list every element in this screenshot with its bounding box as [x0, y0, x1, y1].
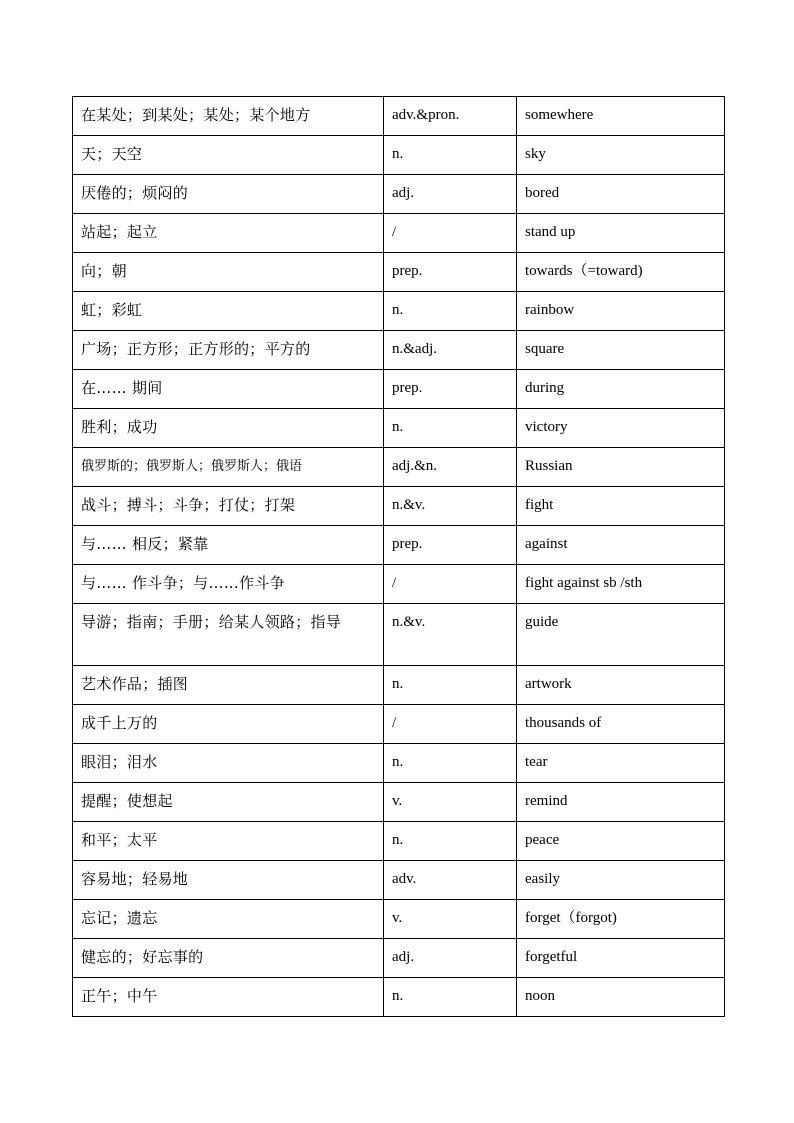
table-row: [73, 861, 725, 900]
table-row: [73, 666, 725, 705]
meaning-cell: 正午；中午: [73, 978, 384, 1017]
word-cell: remind: [517, 783, 725, 822]
meaning-cell: 成千上万的: [73, 705, 384, 744]
meaning-cell: 在某处；到某处；某处；某个地方: [73, 97, 384, 136]
table-row: [73, 292, 725, 331]
part-of-speech-cell: prep.: [384, 370, 517, 409]
table-row: [73, 214, 725, 253]
part-of-speech-cell: n.: [384, 978, 517, 1017]
table-row: [73, 783, 725, 822]
vocabulary-sheet: [72, 96, 724, 1017]
table-row: [73, 370, 725, 409]
part-of-speech-cell: n.: [384, 666, 517, 705]
word-cell: peace: [517, 822, 725, 861]
meaning-cell: 向；朝: [73, 253, 384, 292]
part-of-speech-cell: adj.&n.: [384, 448, 517, 487]
part-of-speech-cell: n.&v.: [384, 487, 517, 526]
meaning-cell: 站起；起立: [73, 214, 384, 253]
meaning-cell: 在…… 期间: [73, 370, 384, 409]
part-of-speech-cell: v.: [384, 783, 517, 822]
part-of-speech-cell: /: [384, 705, 517, 744]
word-cell: towards（=toward): [517, 253, 725, 292]
part-of-speech-cell: /: [384, 565, 517, 604]
word-cell: Russian: [517, 448, 725, 487]
part-of-speech-cell: v.: [384, 900, 517, 939]
word-cell: tear: [517, 744, 725, 783]
meaning-cell: 与…… 作斗争；与……作斗争: [73, 565, 384, 604]
table-row: [73, 175, 725, 214]
word-cell: easily: [517, 861, 725, 900]
meaning-cell: 健忘的；好忘事的: [73, 939, 384, 978]
word-cell: fight: [517, 487, 725, 526]
table-row: [73, 822, 725, 861]
part-of-speech-cell: n.: [384, 744, 517, 783]
meaning-cell: 和平；太平: [73, 822, 384, 861]
table-row: [73, 97, 725, 136]
word-cell: forget（forgot): [517, 900, 725, 939]
meaning-cell: 胜利；成功: [73, 409, 384, 448]
word-cell: stand up: [517, 214, 725, 253]
part-of-speech-cell: n.: [384, 409, 517, 448]
part-of-speech-cell: n.&v.: [384, 604, 517, 666]
part-of-speech-cell: n.: [384, 136, 517, 175]
table-row: [73, 939, 725, 978]
meaning-cell: 眼泪；泪水: [73, 744, 384, 783]
table-row: [73, 487, 725, 526]
table-row: [73, 526, 725, 565]
word-cell: artwork: [517, 666, 725, 705]
meaning-cell: 俄罗斯的；俄罗斯人；俄罗斯人；俄语: [73, 448, 384, 487]
meaning-cell: 忘记；遗忘: [73, 900, 384, 939]
table-row: [73, 705, 725, 744]
word-cell: noon: [517, 978, 725, 1017]
word-cell: guide: [517, 604, 725, 666]
table-row: [73, 253, 725, 292]
word-cell: rainbow: [517, 292, 725, 331]
word-cell: bored: [517, 175, 725, 214]
part-of-speech-cell: n.: [384, 822, 517, 861]
part-of-speech-cell: n.&adj.: [384, 331, 517, 370]
table-row: [73, 331, 725, 370]
part-of-speech-cell: adj.: [384, 939, 517, 978]
meaning-cell: 艺术作品；插图: [73, 666, 384, 705]
word-cell: fight against sb /sth: [517, 565, 725, 604]
word-cell: against: [517, 526, 725, 565]
table-row: [73, 136, 725, 175]
meaning-cell: 与…… 相反；紧靠: [73, 526, 384, 565]
table-row: [73, 409, 725, 448]
word-cell: forgetful: [517, 939, 725, 978]
part-of-speech-cell: /: [384, 214, 517, 253]
word-cell: square: [517, 331, 725, 370]
meaning-cell: 虹；彩虹: [73, 292, 384, 331]
meaning-cell: 导游；指南；手册；给某人领路；指导: [73, 604, 384, 666]
part-of-speech-cell: prep.: [384, 526, 517, 565]
vocabulary-table: [72, 96, 725, 1017]
part-of-speech-cell: n.: [384, 292, 517, 331]
meaning-cell: 提醒；使想起: [73, 783, 384, 822]
part-of-speech-cell: adv.&pron.: [384, 97, 517, 136]
meaning-cell: 天；天空: [73, 136, 384, 175]
word-cell: during: [517, 370, 725, 409]
table-row: [73, 978, 725, 1017]
word-cell: thousands of: [517, 705, 725, 744]
word-cell: somewhere: [517, 97, 725, 136]
table-row: [73, 900, 725, 939]
part-of-speech-cell: adv.: [384, 861, 517, 900]
part-of-speech-cell: prep.: [384, 253, 517, 292]
part-of-speech-cell: adj.: [384, 175, 517, 214]
table-row: [73, 744, 725, 783]
table-row: [73, 604, 725, 666]
word-cell: victory: [517, 409, 725, 448]
table-row: [73, 565, 725, 604]
meaning-cell: 战斗；搏斗；斗争；打仗；打架: [73, 487, 384, 526]
meaning-cell: 厌倦的；烦闷的: [73, 175, 384, 214]
table-row: [73, 448, 725, 487]
word-cell: sky: [517, 136, 725, 175]
meaning-cell: 广场；正方形；正方形的；平方的: [73, 331, 384, 370]
meaning-cell: 容易地；轻易地: [73, 861, 384, 900]
